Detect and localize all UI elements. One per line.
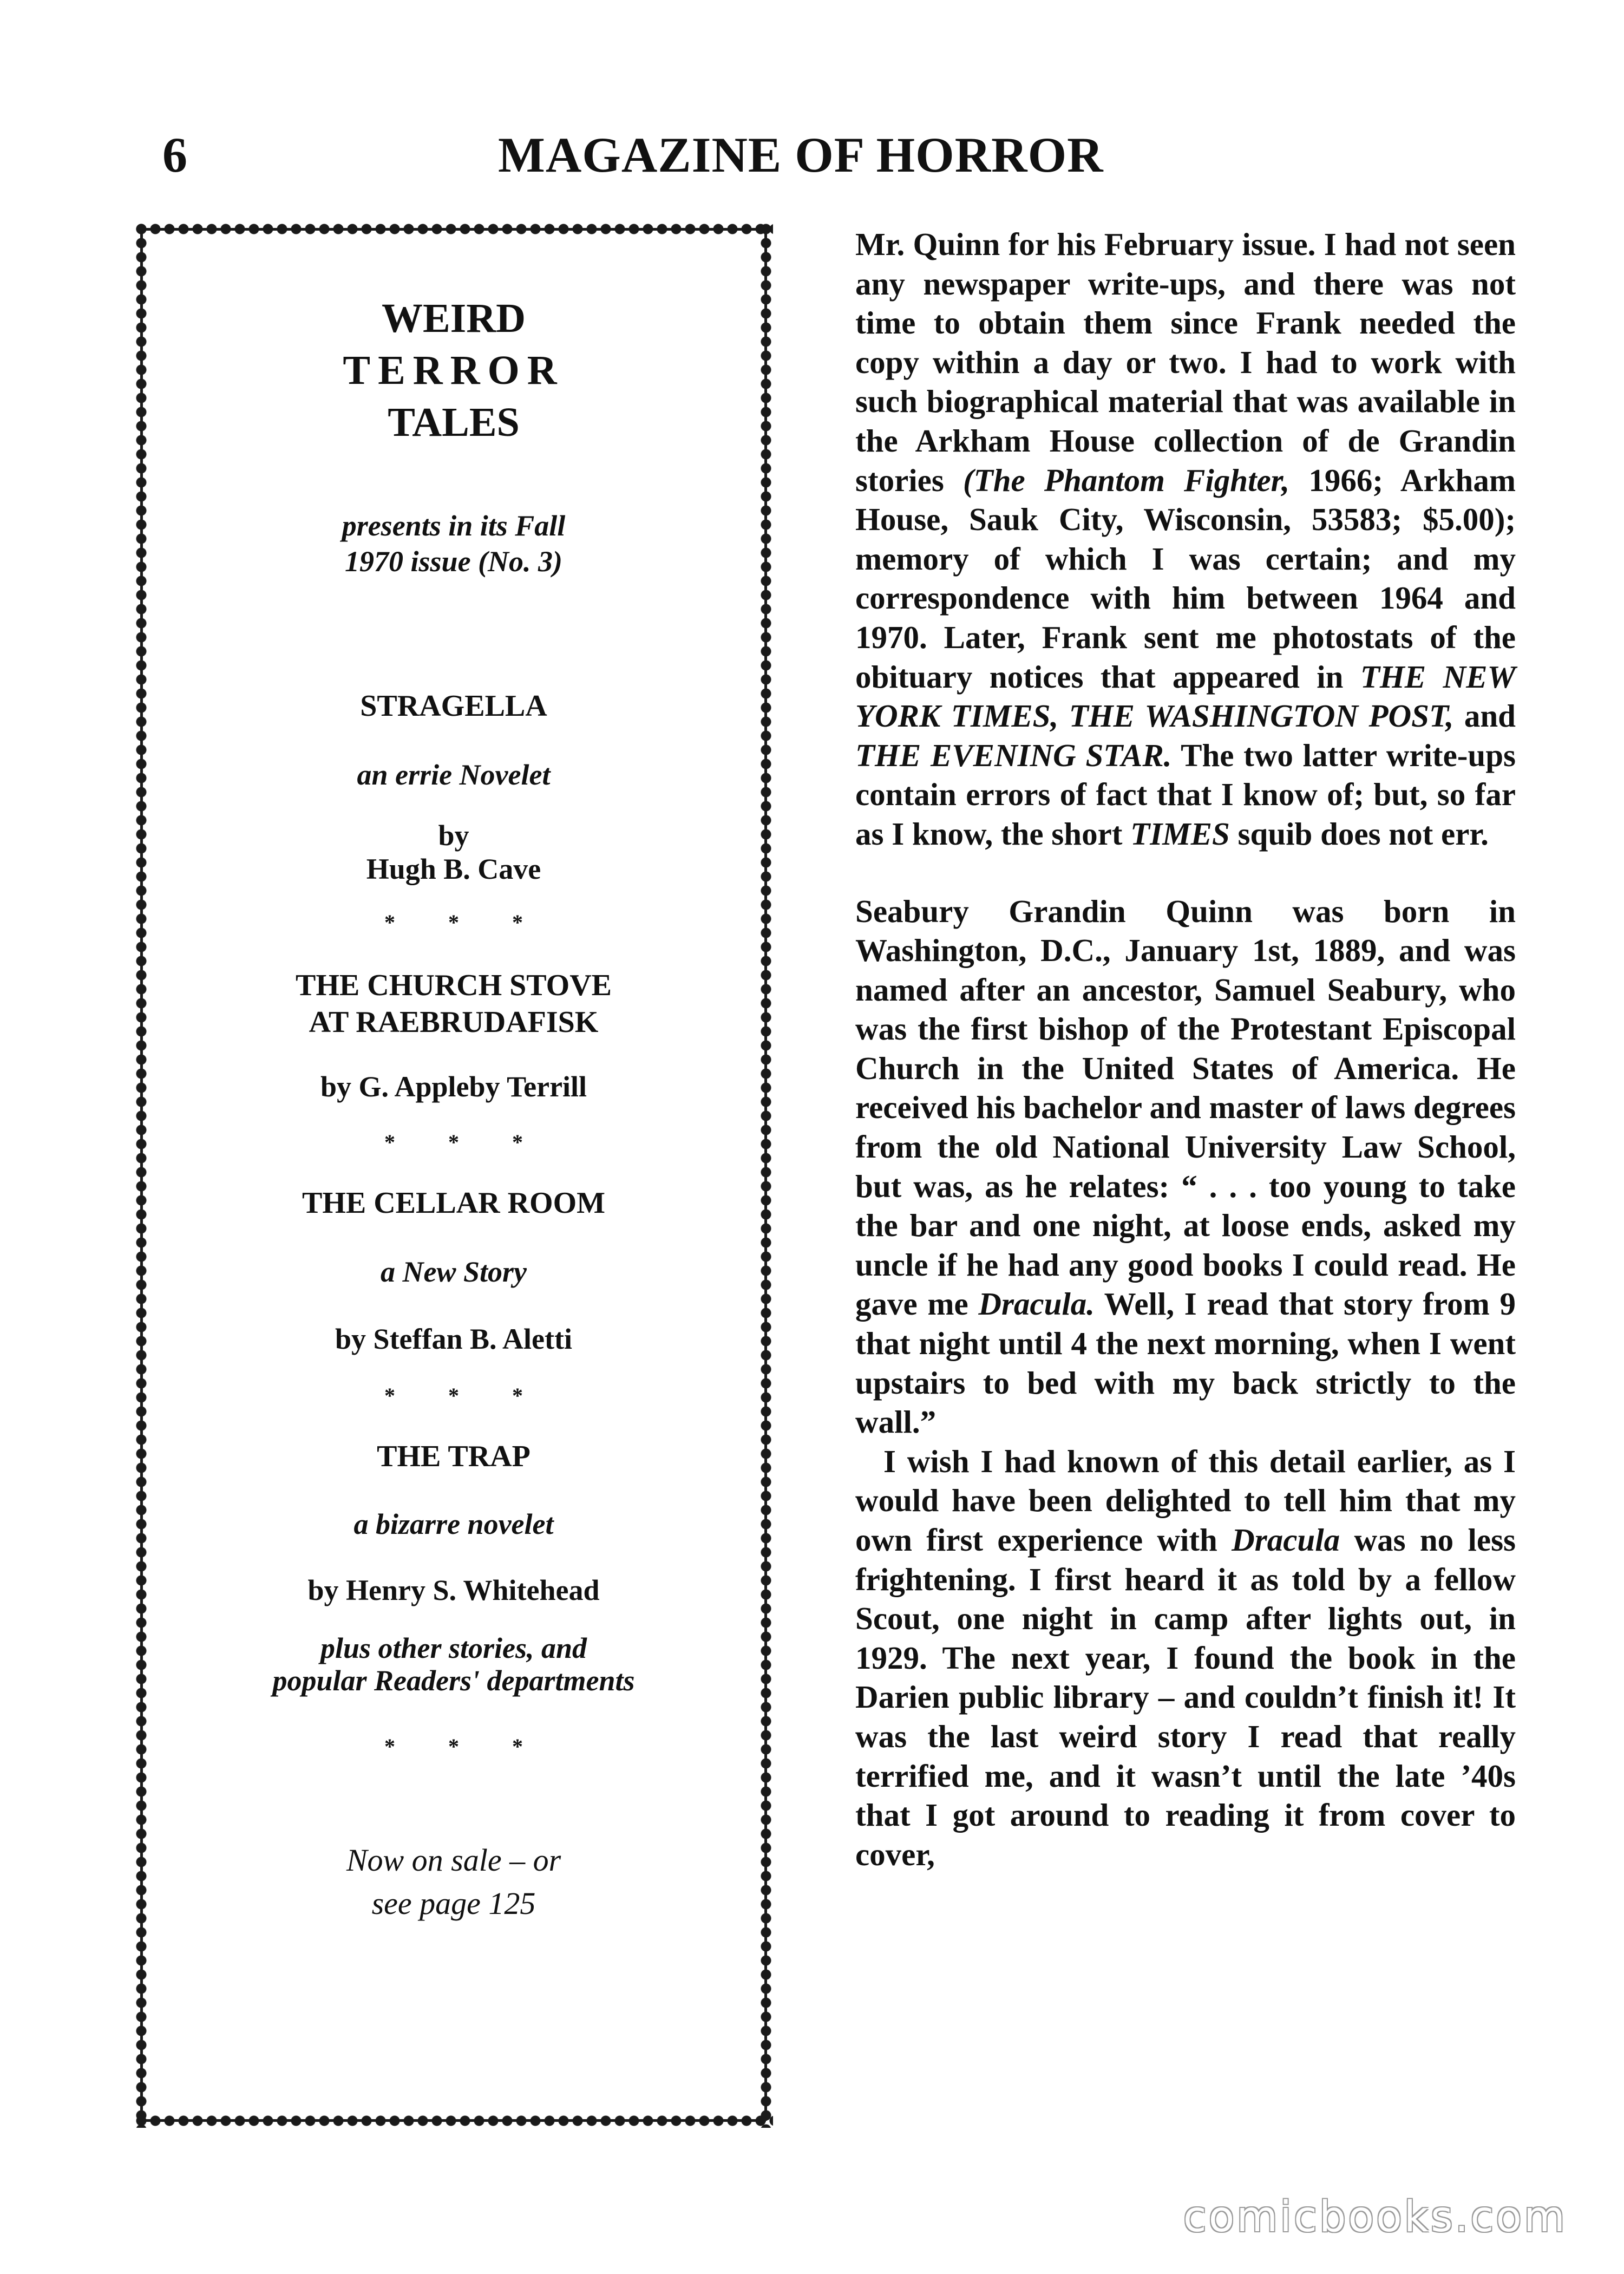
paragraph-text: was no less frightening. I first heard it as told by a fellow Scout, one night in camp after lights out, in 1929. The next year, I found the book in the Darien public library – and couldn’t finish it! It was the last weird story I read that really terrified me, and it wasn’t until the late ’40s that I got around to reading it from cover to cover, xyxy=(855,1522,1516,1872)
story-byline: by G. Appleby Terrill xyxy=(320,1070,587,1103)
running-head: MAGAZINE OF HORROR xyxy=(498,127,1104,182)
story-byline: by Henry S. Whitehead xyxy=(307,1574,600,1606)
border-line-right xyxy=(764,229,767,2121)
ad-plus-line-2: popular Readers' departments xyxy=(272,1664,635,1697)
border-line-bottom xyxy=(141,2119,766,2122)
paragraph-text: 1966; Arkham House, Sauk City, Wisconsin, 53583; $5.00); memory of which I was certain; and my correspondence with him between 1964 and 1970. Later, Frank sent me photostats of the obituary notices that appeared in xyxy=(855,462,1516,695)
watermark: comicbooks.com xyxy=(1183,2193,1567,2242)
story-byline: by Steffan B. Aletti xyxy=(335,1323,572,1355)
advertisement-box xyxy=(134,222,773,2128)
newspaper-title: TIMES xyxy=(1130,815,1230,852)
ad-intro xyxy=(167,508,741,579)
newspaper-title: THE NEW YORK TIMES, THE WASHINGTON POST, xyxy=(855,658,1516,734)
section-separator: * * * xyxy=(384,910,547,935)
story-title: STRAGELLA xyxy=(360,689,547,723)
section-separator: * * * xyxy=(384,1734,547,1759)
paragraph-text: Mr. Quinn for his February issue. I had not seen any newspaper write-ups, and there was not time to obtain them since Frank needed the copy within a day or two. I had to work with such biographical material that was available in the Arkham House collection of de Grandin stories xyxy=(855,226,1516,498)
paragraph-text: Seabury Grandin Quinn was born in Washington, D.C., January 1st, 1889, and was named after an ancestor, Samuel Seabury, who was the first bishop of the Protestant Episcopal Church in the United States of America. He received his bachelor and master of laws degrees from the old National University Law School, but was, as he relates: “ . . . too young to take the bar and one night, at loose ends, asked my uncle if he had any good books I could read. He gave me xyxy=(855,893,1516,1322)
section-separator: * * * xyxy=(384,1130,547,1154)
story-author: Hugh B. Cave xyxy=(366,853,541,885)
book-title: Dracula. xyxy=(978,1286,1095,1322)
story-title: THE TRAP xyxy=(377,1440,531,1473)
border-line-left xyxy=(140,229,143,2121)
ad-intro-line-2: 1970 issue (No. 3) xyxy=(345,545,562,578)
ad-plus-line-1: plus other stories, and xyxy=(320,1632,587,1664)
ad-intro-line-1: presents in its Fall xyxy=(342,509,566,542)
paragraph-text: Well, I read that story from 9 that night until 4 the next morning, when I went upstairs to bed with my back strictly to the wall.” xyxy=(855,1286,1516,1440)
ad-sale-line-2: see page 125 xyxy=(371,1886,536,1921)
advertisement-content xyxy=(167,292,741,1925)
paragraph-text: squib does not err. xyxy=(1229,815,1489,852)
story-title-line-2: AT RAEBRUDAFISK xyxy=(309,1005,599,1039)
ad-sale-line-1: Now on sale – or xyxy=(346,1842,561,1878)
ad-title-line-1: WEIRD xyxy=(381,296,526,341)
book-title: Dracula xyxy=(1232,1522,1340,1558)
paragraph xyxy=(855,892,1516,1442)
page-number: 6 xyxy=(162,127,187,182)
article-column xyxy=(855,225,1516,1874)
story-title: THE CHURCH STOVE xyxy=(296,969,612,1002)
paragraph-text: and xyxy=(1453,698,1516,734)
story-title: THE CELLAR ROOM xyxy=(302,1186,606,1220)
story-subtitle: a New Story xyxy=(381,1256,527,1288)
newspaper-title: THE EVENING STAR. xyxy=(855,737,1172,773)
border-line-top xyxy=(141,228,766,231)
paragraph-text: I wish I had known of this detail earlier, as I would have been delighted to tell him that my own first experience with xyxy=(855,1443,1516,1558)
story-subtitle: a bizarre novelet xyxy=(353,1508,554,1540)
paragraph xyxy=(855,225,1516,854)
story-byline: by xyxy=(438,819,469,852)
story-subtitle: an errie Novelet xyxy=(357,759,551,791)
book-title: (The Phantom Fighter, xyxy=(963,462,1290,498)
ad-title-line-2: TERROR xyxy=(343,348,565,393)
ad-title-line-3: TALES xyxy=(388,400,520,445)
section-separator: * * * xyxy=(384,1383,547,1408)
paragraph xyxy=(855,1442,1516,1874)
paragraph-text: The two latter write-ups contain errors of fact that I know of; but, so far as I know, the short xyxy=(855,737,1516,852)
